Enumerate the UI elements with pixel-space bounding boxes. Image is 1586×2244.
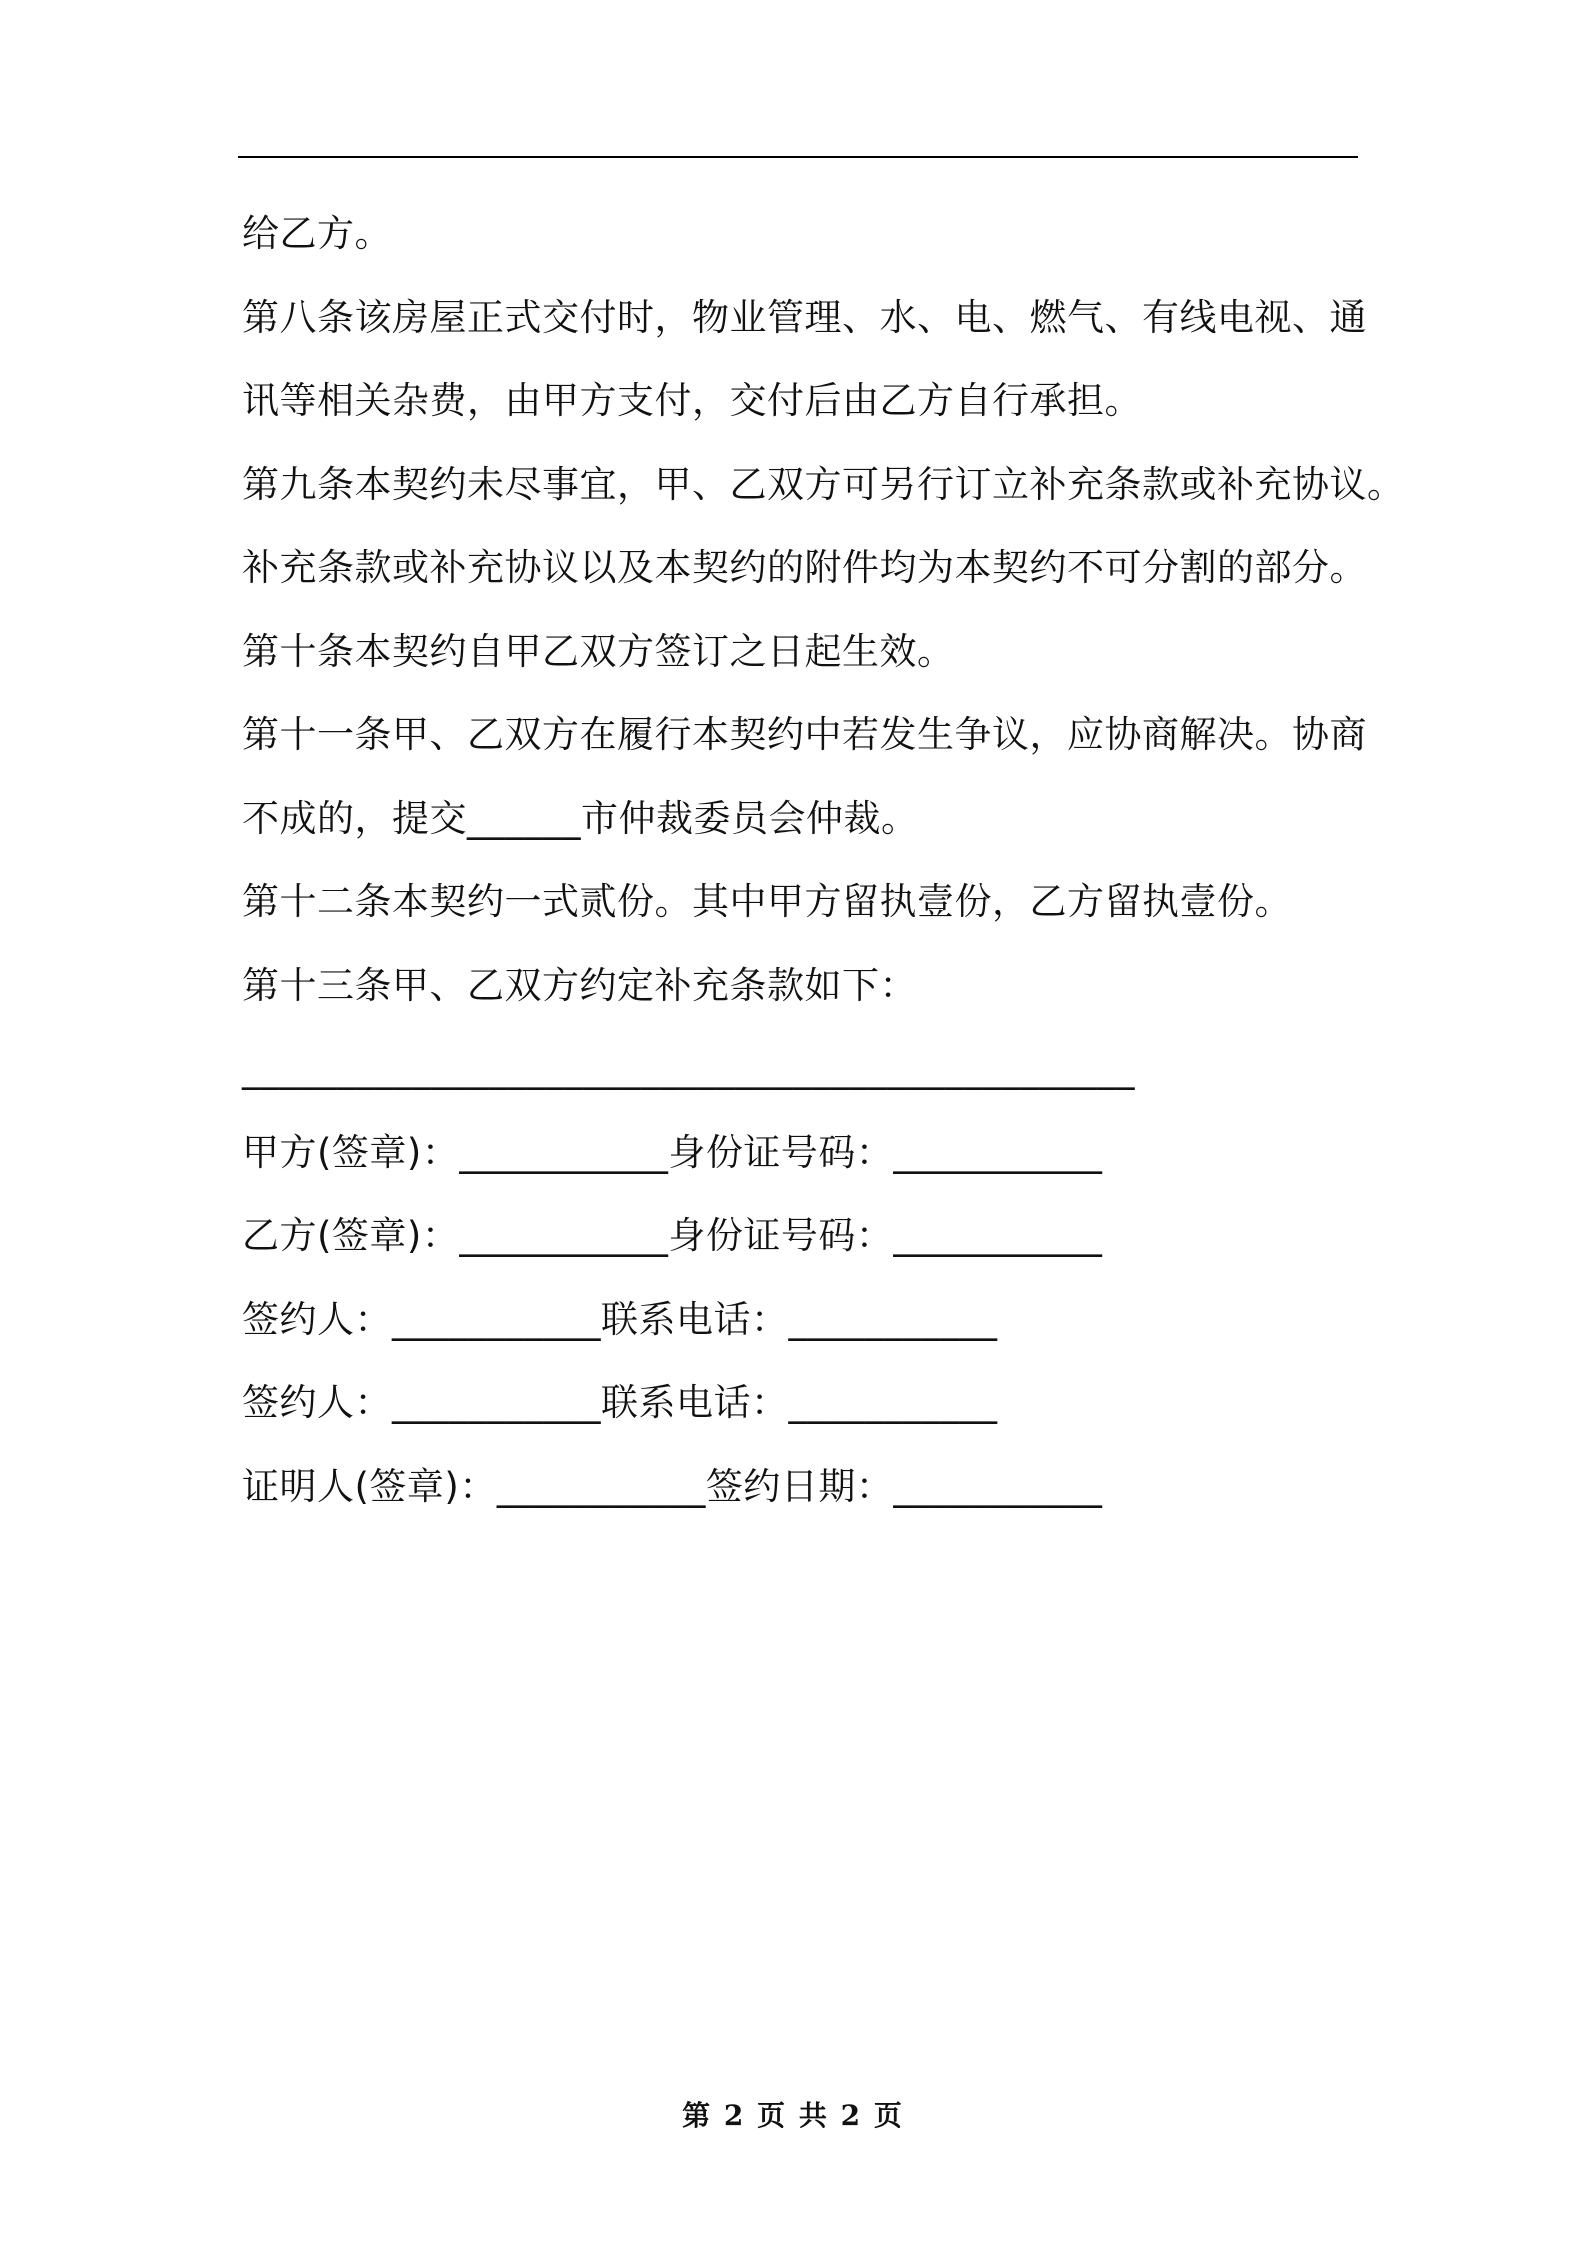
clause-line: 第十二条本契约一式贰份。其中甲方留执壹份，乙方留执壹份。 [242,880,1292,923]
signature-party-a: 甲方(签章)：___________身份证号码：___________ [242,1130,1103,1174]
contract-body [242,192,1405,1528]
header-rule [238,156,1358,158]
clause-line: 第九条本契约未尽事宜，甲、乙双方可另行订立补充条款或补充协议。 [242,462,1405,506]
signatory-line: 签约人：___________联系电话：___________ [242,1381,998,1424]
clause-line: 讯等相关杂费，由甲方支付，交付后由乙方自行承担。 [242,379,1142,422]
signature-party-b: 乙方(签章)：___________身份证号码：___________ [242,1214,1103,1257]
clause-line: 补充条款或补充协议以及本契约的附件均为本契约不可分割的部分。 [242,546,1367,589]
clause-line: 不成的，提交______市仲裁委员会仲裁。 [242,796,919,840]
supplement-blank-line: _______________________________________________ [242,1047,1135,1090]
page-number-footer: 第 2 页 共 2 页 [682,2099,904,2132]
clause-line: 第十三条甲、乙双方约定补充条款如下： [242,963,917,1007]
clause-line: 第十条本契约自甲乙双方签订之日起生效。 [242,629,955,673]
clause-line: 第十一条甲、乙双方在履行本契约中若发生争议，应协商解决。协商 [242,713,1367,756]
clause-line: 给乙方。 [242,212,392,255]
witness-line: 证明人(签章)：___________签约日期：___________ [242,1464,1103,1508]
signatory-line: 签约人：___________联系电话：___________ [242,1297,998,1341]
clause-line: 第八条该房屋正式交付时，物业管理、水、电、燃气、有线电视、通 [242,295,1367,339]
